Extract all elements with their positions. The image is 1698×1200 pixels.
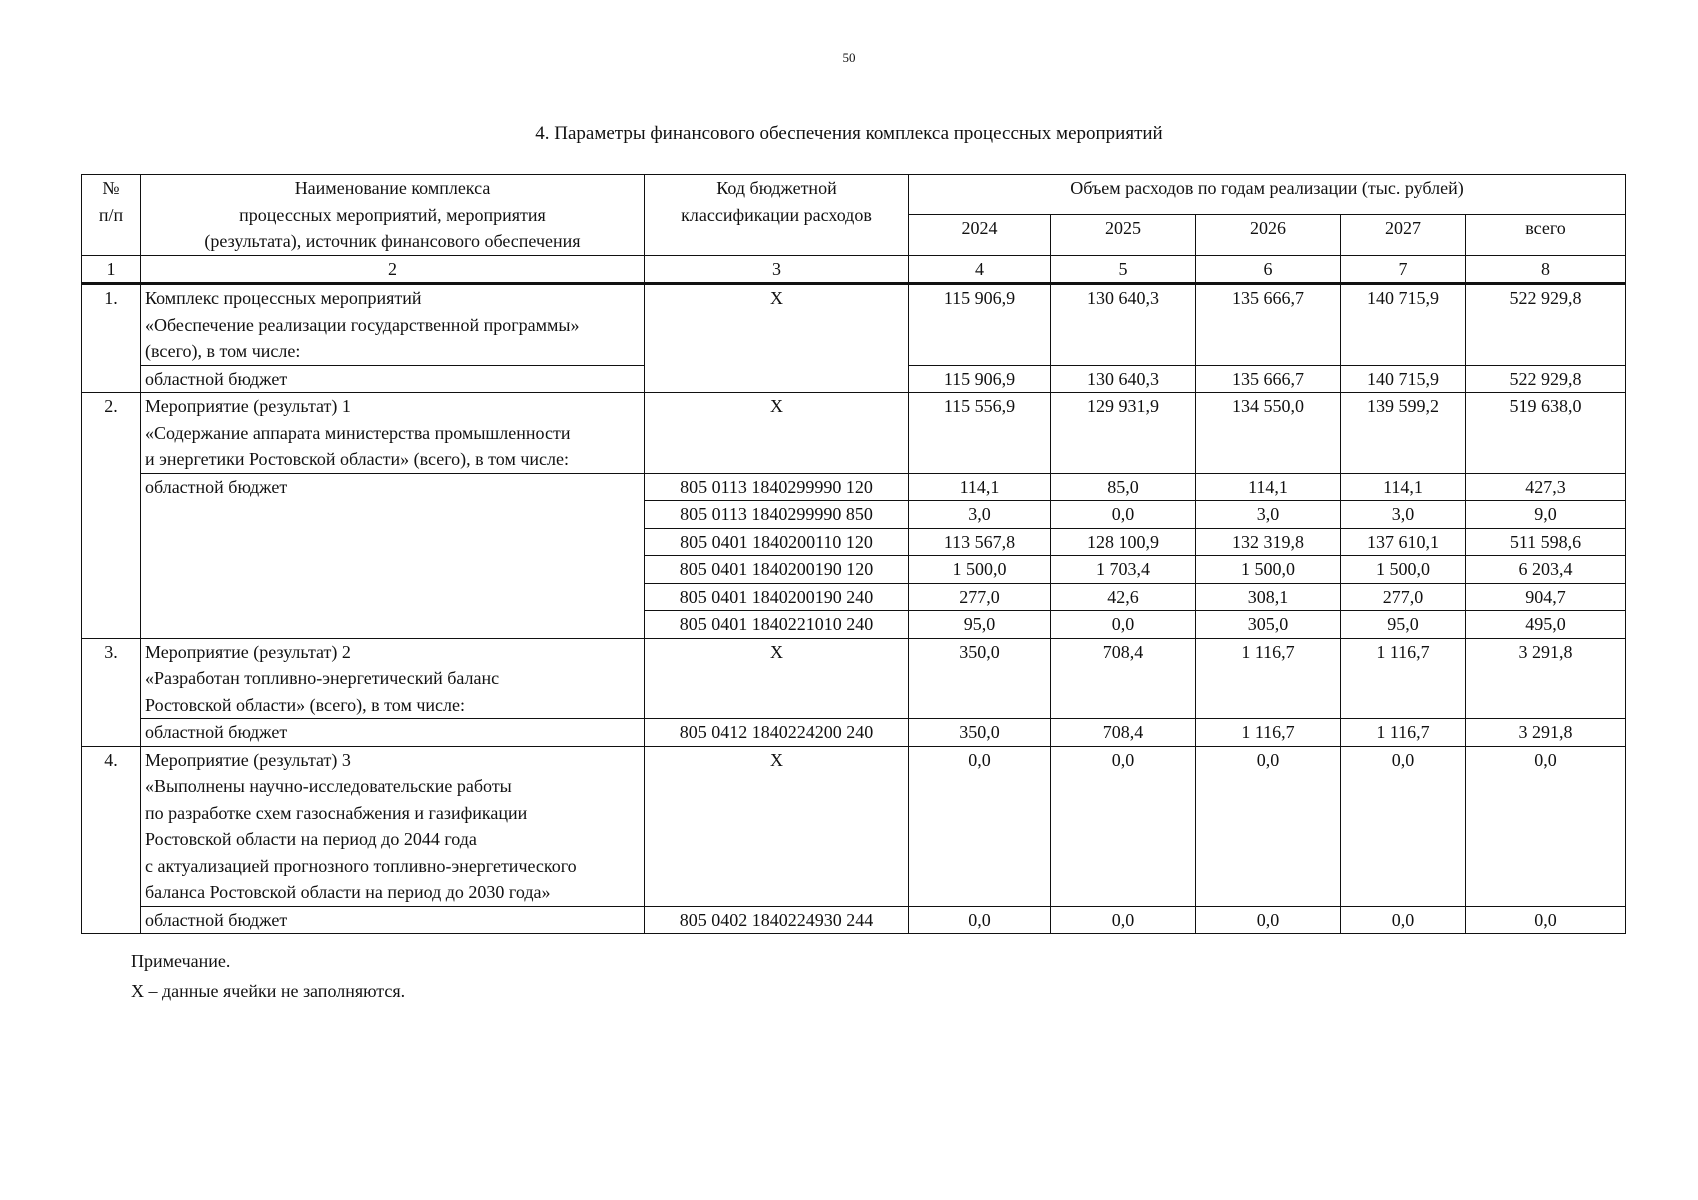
budget-code: X — [645, 393, 909, 474]
item-name-line: баланса Ростовской области на период до 2030 года» — [145, 882, 551, 902]
amount-cell: 134 550,0 — [1196, 393, 1341, 474]
item-name-line: «Разработан топливно-энергетический баланс — [145, 668, 500, 688]
amount-cell: 1 116,7 — [1341, 638, 1466, 719]
amount-cell: 0,0 — [1466, 906, 1626, 934]
amount-cell: 3 291,8 — [1466, 719, 1626, 747]
amount-cell: 140 715,9 — [1341, 284, 1466, 366]
amount-cell: 129 931,9 — [1051, 393, 1196, 474]
amount-cell: 95,0 — [1341, 611, 1466, 639]
amount-cell: 277,0 — [909, 583, 1051, 611]
amount-cell: 519 638,0 — [1466, 393, 1626, 474]
amount-cell: 137 610,1 — [1341, 528, 1466, 556]
amount-cell: 132 319,8 — [1196, 528, 1341, 556]
amount-cell: 114,1 — [1196, 473, 1341, 501]
header-year-2027: 2027 — [1341, 215, 1466, 255]
amount-cell: 0,0 — [1051, 906, 1196, 934]
amount-cell: 1 116,7 — [1341, 719, 1466, 747]
budget-code: 805 0113 1840299990 850 — [645, 501, 909, 529]
note — [131, 946, 405, 1006]
amount-cell: 0,0 — [909, 746, 1051, 906]
amount-cell: 3,0 — [909, 501, 1051, 529]
amount-cell: 708,4 — [1051, 638, 1196, 719]
amount-cell: 1 500,0 — [1196, 556, 1341, 584]
header-volume: Объем расходов по годам реализации (тыс. рублей) — [909, 175, 1626, 215]
amount-cell: 522 929,8 — [1466, 284, 1626, 366]
budget-code: X — [645, 746, 909, 906]
header-number: № п/п — [82, 175, 141, 256]
group-row — [82, 284, 1626, 366]
amount-cell: 308,1 — [1196, 583, 1341, 611]
row-number: 1. — [82, 284, 141, 393]
document-title: 4. Параметры финансового обеспечения комплекса процессных мероприятий — [535, 123, 1163, 144]
row-number: 4. — [82, 746, 141, 934]
header-year-2025: 2025 — [1051, 215, 1196, 255]
item-name-line: Мероприятие (результат) 2 — [145, 641, 351, 662]
amount-cell: 904,7 — [1466, 583, 1626, 611]
amount-cell: 130 640,3 — [1051, 365, 1196, 393]
item-name-line: «Содержание аппарата министерства промышленности — [145, 422, 571, 443]
budget-code: 805 0402 1840224930 244 — [645, 906, 909, 934]
amount-cell: 511 598,6 — [1466, 528, 1626, 556]
budget-code: 805 0113 1840299990 120 — [645, 473, 909, 501]
amount-cell: 350,0 — [909, 719, 1051, 747]
funding-source: областной бюджет — [141, 473, 645, 638]
column-number: 4 — [909, 255, 1051, 284]
source-row — [82, 906, 1626, 934]
header-year-2024: 2024 — [909, 215, 1051, 255]
amount-cell: 85,0 — [1051, 473, 1196, 501]
amount-cell: 0,0 — [1341, 906, 1466, 934]
header-total: всего — [1466, 215, 1626, 255]
amount-cell: 1 116,7 — [1196, 719, 1341, 747]
amount-cell: 0,0 — [1051, 611, 1196, 639]
header-year-2026: 2026 — [1196, 215, 1341, 255]
budget-code: 805 0401 1840200110 120 — [645, 528, 909, 556]
item-name — [141, 284, 645, 366]
note-text: X – данные ячейки не заполняются. — [131, 981, 406, 1001]
budget-code: 805 0401 1840221010 240 — [645, 611, 909, 639]
amount-cell: 1 703,4 — [1051, 556, 1196, 584]
item-name-line: и энергетики Ростовской области» (всего), в том числе: — [145, 449, 569, 469]
amount-cell: 95,0 — [909, 611, 1051, 639]
source-row — [82, 473, 1626, 501]
funding-source: областной бюджет — [141, 906, 645, 934]
column-number: 5 — [1051, 255, 1196, 284]
amount-cell: 139 599,2 — [1341, 393, 1466, 474]
amount-cell: 114,1 — [909, 473, 1051, 501]
amount-cell: 113 567,8 — [909, 528, 1051, 556]
budget-code: 805 0401 1840200190 120 — [645, 556, 909, 584]
item-name-line: по разработке схем газоснабжения и газификации — [145, 802, 528, 823]
source-row — [82, 719, 1626, 747]
page-number: 50 — [842, 50, 856, 65]
header-name: Наименование комплекса процессных мероприятий, мероприятия (результата), источник финансового обеспечения — [141, 175, 645, 256]
item-name-line: с актуализацией прогнозного топливно-энергетического — [145, 855, 577, 876]
item-name — [141, 746, 645, 906]
amount-cell: 115 906,9 — [909, 365, 1051, 393]
amount-cell: 6 203,4 — [1466, 556, 1626, 584]
amount-cell: 3,0 — [1196, 501, 1341, 529]
amount-cell: 277,0 — [1341, 583, 1466, 611]
funding-source: областной бюджет — [141, 365, 645, 393]
column-number: 8 — [1466, 255, 1626, 284]
amount-cell: 42,6 — [1051, 583, 1196, 611]
amount-cell: 0,0 — [1466, 746, 1626, 906]
funding-source: областной бюджет — [141, 719, 645, 747]
row-number: 2. — [82, 393, 141, 639]
amount-cell: 0,0 — [1196, 746, 1341, 906]
group-row — [82, 638, 1626, 719]
amount-cell: 135 666,7 — [1196, 365, 1341, 393]
amount-cell: 128 100,9 — [1051, 528, 1196, 556]
item-name-line: Ростовской области» (всего), в том числе: — [145, 694, 465, 715]
amount-cell: 114,1 — [1341, 473, 1466, 501]
amount-cell: 130 640,3 — [1051, 284, 1196, 366]
item-name-line: «Обеспечение реализации государственной программы» — [145, 314, 580, 335]
amount-cell: 1 500,0 — [909, 556, 1051, 584]
amount-cell: 115 906,9 — [909, 284, 1051, 366]
amount-cell: 140 715,9 — [1341, 365, 1466, 393]
amount-cell: 0,0 — [1051, 501, 1196, 529]
group-row — [82, 746, 1626, 906]
item-name-line: Комплекс процессных мероприятий — [145, 288, 422, 308]
item-name-line: (всего), в том числе: — [145, 341, 301, 361]
column-number: 7 — [1341, 255, 1466, 284]
budget-code: 805 0401 1840200190 240 — [645, 583, 909, 611]
budget-code: X — [645, 638, 909, 719]
amount-cell: 3,0 — [1341, 501, 1466, 529]
column-number: 3 — [645, 255, 909, 284]
budget-code: 805 0412 1840224200 240 — [645, 719, 909, 747]
item-name-line: Мероприятие (результат) 1 — [145, 396, 351, 416]
item-name — [141, 638, 645, 719]
amount-cell: 495,0 — [1466, 611, 1626, 639]
amount-cell: 522 929,8 — [1466, 365, 1626, 393]
column-number: 1 — [82, 255, 141, 284]
amount-cell: 0,0 — [1196, 906, 1341, 934]
amount-cell: 708,4 — [1051, 719, 1196, 747]
amount-cell: 115 556,9 — [909, 393, 1051, 474]
amount-cell: 1 500,0 — [1341, 556, 1466, 584]
amount-cell: 135 666,7 — [1196, 284, 1341, 366]
amount-cell: 0,0 — [909, 906, 1051, 934]
item-name — [141, 393, 645, 474]
amount-cell: 0,0 — [1341, 746, 1466, 906]
row-number: 3. — [82, 638, 141, 746]
amount-cell: 3 291,8 — [1466, 638, 1626, 719]
header-budget-code: Код бюджетной классификации расходов — [645, 175, 909, 256]
item-name-line: Мероприятие (результат) 3 — [145, 749, 351, 770]
financing-table — [81, 174, 1626, 934]
column-number: 2 — [141, 255, 645, 284]
group-row — [82, 393, 1626, 474]
column-numbering-row — [82, 255, 1626, 284]
note-heading: Примечание. — [131, 951, 231, 971]
item-name-line: «Выполнены научно-исследовательские работы — [145, 776, 512, 796]
amount-cell: 1 116,7 — [1196, 638, 1341, 719]
amount-cell: 350,0 — [909, 638, 1051, 719]
column-number: 6 — [1196, 255, 1341, 284]
amount-cell: 427,3 — [1466, 473, 1626, 501]
amount-cell: 0,0 — [1051, 746, 1196, 906]
budget-code: X — [645, 284, 909, 393]
item-name-line: Ростовской области на период до 2044 года — [145, 829, 477, 849]
amount-cell: 9,0 — [1466, 501, 1626, 529]
amount-cell: 305,0 — [1196, 611, 1341, 639]
